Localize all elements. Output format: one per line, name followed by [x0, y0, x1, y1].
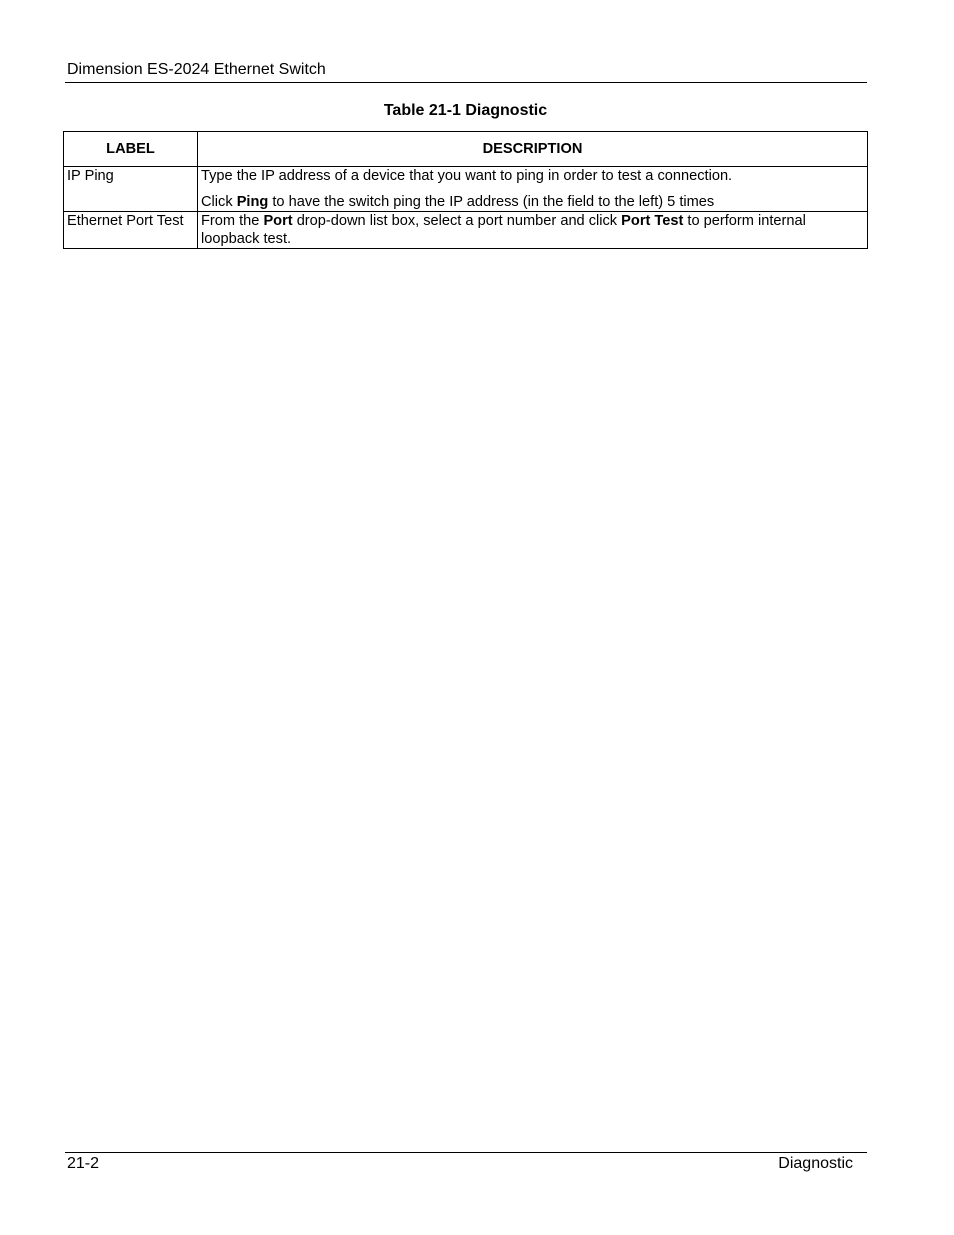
row-label: IP Ping: [64, 167, 198, 212]
description-paragraph: [201, 193, 864, 211]
document-title: Dimension ES-2024 Ethernet Switch: [67, 61, 326, 78]
column-header-label: LABEL: [64, 132, 198, 167]
text-run: Click: [201, 194, 237, 210]
row-description: [198, 167, 868, 212]
chapter-name: Diagnostic: [778, 1155, 853, 1172]
table-row: [64, 167, 868, 212]
table-header-row: [64, 132, 868, 167]
diagnostic-table: [63, 131, 868, 249]
column-header-description: DESCRIPTION: [198, 132, 868, 167]
table-row: [64, 212, 868, 249]
table-caption: Table 21-1 Diagnostic: [383, 102, 548, 119]
text-run: to perform internal loopback test.: [201, 213, 806, 247]
row-description: [198, 212, 868, 249]
page-header: [65, 58, 867, 83]
port-term: Port: [263, 213, 293, 229]
page-number: 21-2: [67, 1155, 100, 1172]
ping-term: Ping: [236, 194, 269, 210]
text-run: to have the switch ping the IP address (in the field to the left) 5 times: [268, 194, 715, 210]
row-label: Ethernet Port Test: [64, 212, 198, 249]
page-footer: [65, 1152, 867, 1183]
text-run: From the: [201, 213, 264, 229]
port-test-term: Port Test: [621, 213, 684, 229]
description-paragraph: Type the IP address of a device that you want to ping in order to test a connection.: [201, 168, 733, 184]
text-run: drop-down list box, select a port number and click: [292, 213, 622, 229]
description-paragraph: [201, 212, 864, 248]
